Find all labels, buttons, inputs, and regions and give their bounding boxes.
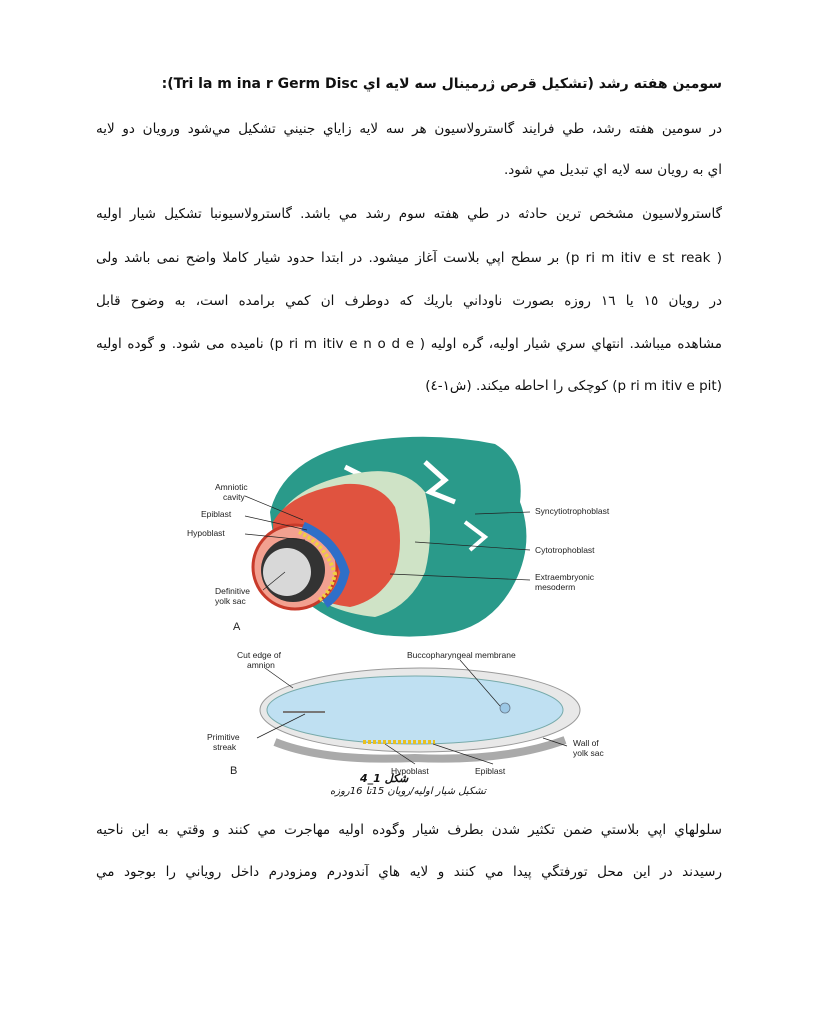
label-cytotrophoblast: Cytotrophoblast <box>535 545 595 555</box>
label-epiblast: Epiblast <box>201 509 232 519</box>
embryo-figure <box>175 422 615 800</box>
panel-b-label: B <box>230 765 238 777</box>
label-cut-edge: Cut edge of <box>237 650 281 660</box>
label-buccopharyngeal: Buccopharyngeal membrane <box>407 650 516 660</box>
label-definitive: Definitive <box>215 586 250 596</box>
label-wall-of: Wall of <box>573 738 599 748</box>
label-yolk-sac-b: yolk sac <box>573 748 604 758</box>
label-hypoblast-b: Hypoblast <box>391 766 429 776</box>
paragraph-line: ( p ri m itiv e st reak) بر سطح اپي بلاست آغاز ميشود. در ابتدا حدود شيار كاملا واضح نمی باشد ولی <box>96 250 722 266</box>
label-extraembryonic: Extraembryonic <box>535 572 595 582</box>
paragraph-line: رسيدند در اين محل تورفتگي پيدا مي كنند و لايه هاي آندودرم ومزودرم داخل روياني را بوجود مي <box>96 864 722 880</box>
label-yolk-sac: yolk sac <box>215 596 246 606</box>
paragraph-line: در سومين هفته رشد، طي فرايند گاسترولاسيون هر سه لايه زاياي جنيني تشكيل مي‌شود ورويان دو لايه <box>96 121 722 137</box>
paragraph-line: (p ri m itiv e pit) كوچكی را احاطه ميكند. (ش١-٤) <box>425 378 722 394</box>
label-epiblast-b: Epiblast <box>475 766 506 776</box>
section-heading: سومين هفته رشد (تشكيل قرص ژرمينال سه لايه اي Tri la m ina r Germ Disc): <box>161 76 722 92</box>
label-primitive: Primitive <box>207 732 240 742</box>
label-streak: streak <box>213 742 237 752</box>
paragraph-line: اي به رويان سه لايه اي تبديل مي شود. <box>504 162 722 178</box>
embryonic-disc <box>267 676 563 744</box>
label-syncytiotrophoblast: Syncytiotrophoblast <box>535 506 610 516</box>
paragraph-line: مشاهده ميباشد. انتهاي سري شيار اوليه، گره اوليه ( p ri m itiv e n o d e) ناميده می شود. و گوده اوليه <box>96 336 722 352</box>
label-amnion: amnion <box>247 660 275 670</box>
label-amniotic: Amniotic <box>215 482 248 492</box>
label-cavity: cavity <box>223 492 245 502</box>
paragraph-line: سلولهاي اپي بلاستي ضمن تكثير شدن بطرف شيار وگوده اوليه مهاجرت مي كنند و وقتي به اين ناحيه <box>96 822 722 838</box>
buccopharyngeal-membrane <box>500 703 510 713</box>
figure-caption-number: شكل 1_4 <box>360 772 409 785</box>
label-hypoblast: Hypoblast <box>187 528 225 538</box>
panel-a-label: A <box>233 621 241 633</box>
label-mesoderm: mesoderm <box>535 582 576 592</box>
figure-panel-a <box>187 437 610 637</box>
paragraph-line: گاسترولاسيون مشخص ترين حادثه در طي هفته سوم رشد مي باشد. گاسترولاسيونبا تشكيل شيار اوليه <box>96 206 722 222</box>
paragraph-line: در رويان ١٥ يا ١٦ روزه بصورت ناوداني باريك كه دوطرف ان كمي برامده است، به وضوح قابل <box>96 293 722 309</box>
figure-panel-b <box>207 650 604 777</box>
figure-caption-text: تشکیل شیار اولیه/رویان 15تا 16روزه <box>330 786 487 797</box>
